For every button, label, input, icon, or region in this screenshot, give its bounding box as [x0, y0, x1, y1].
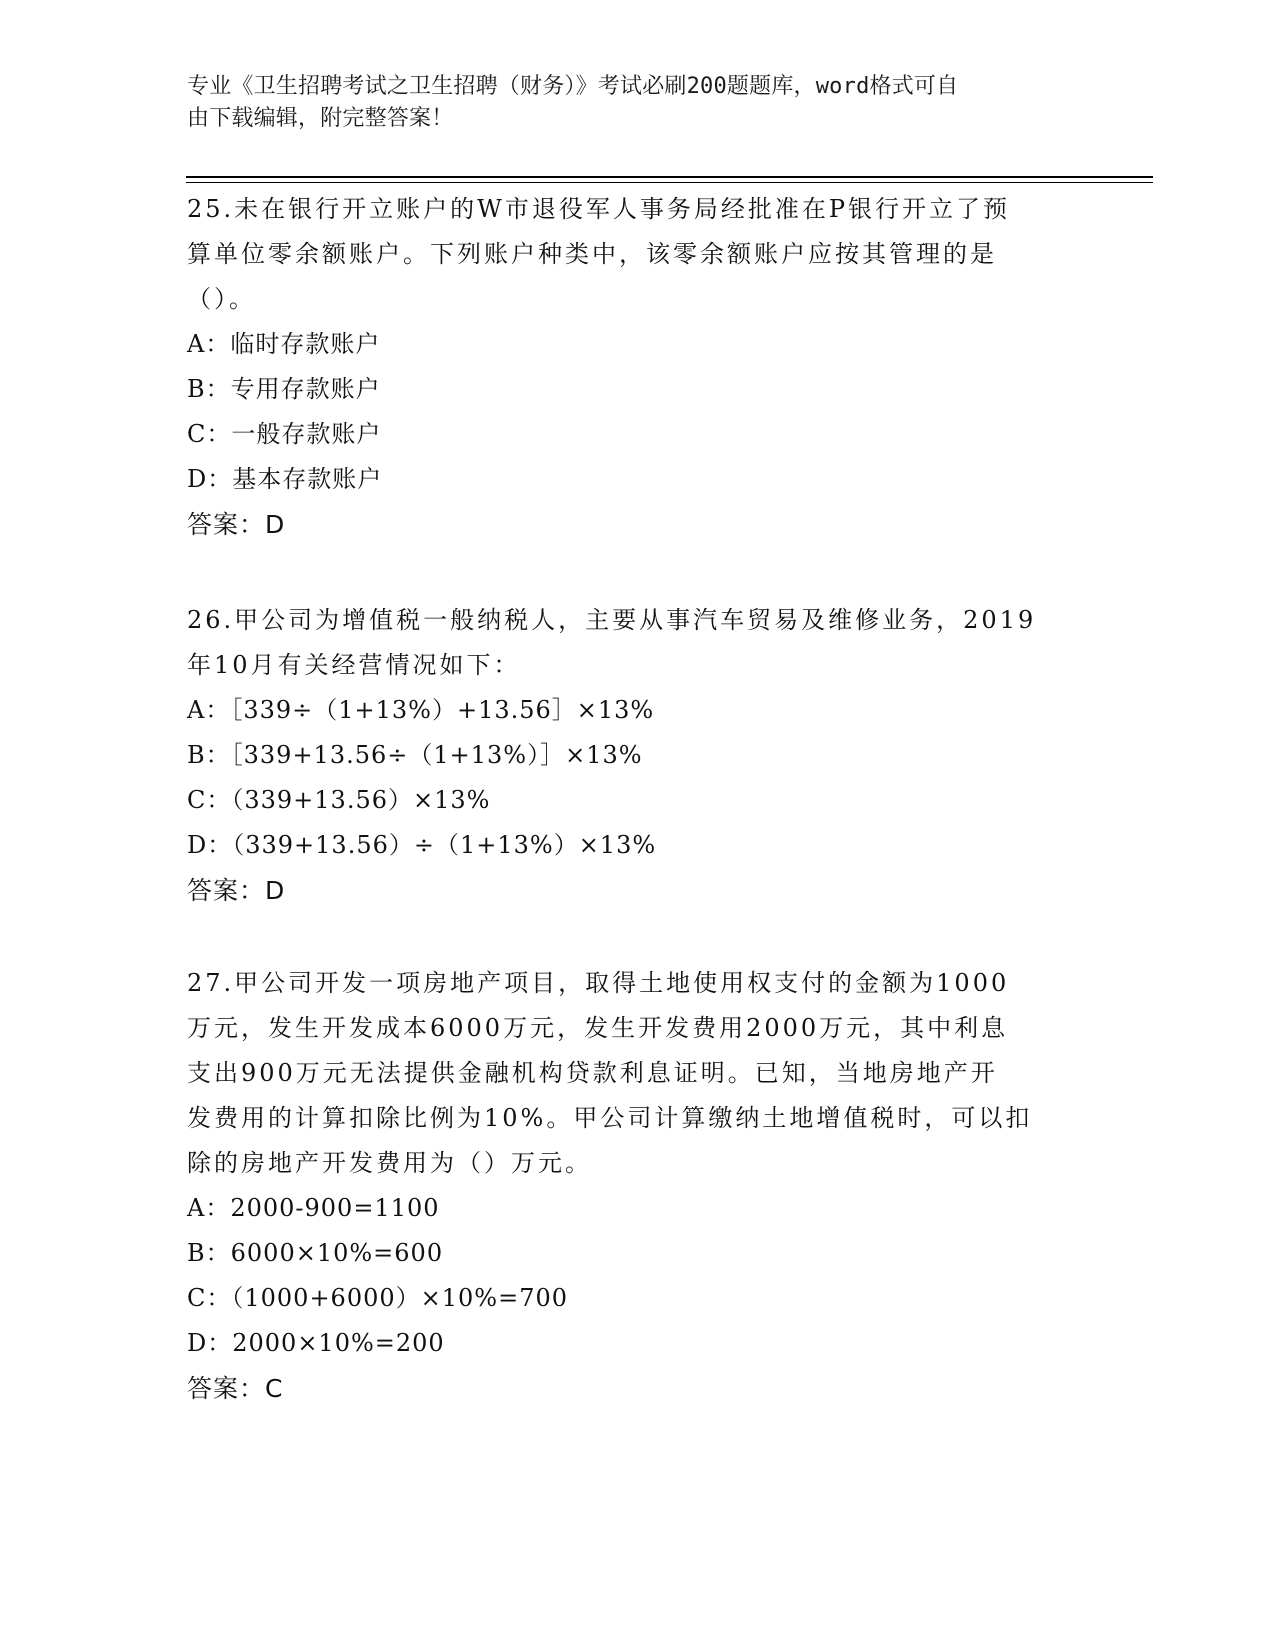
option-c: C：（339+13.56）×13% — [187, 786, 491, 814]
question-text-line: 发费用的计算扣除比例为10%。甲公司计算缴纳土地增值税时，可以扣 — [187, 1104, 1033, 1132]
question-text-line: 27.甲公司开发一项房地产项目，取得土地使用权支付的金额为1000 — [187, 969, 1010, 997]
option-a: A：2000-900=1100 — [187, 1194, 440, 1222]
option-b: B：［339+13.56÷（1+13%）］×13% — [187, 741, 643, 769]
option-c: C：一般存款账户 — [187, 420, 382, 448]
question-text-line: 26.甲公司为增值税一般纳税人，主要从事汽车贸易及维修业务，2019 — [187, 606, 1037, 634]
answer-text: 答案：D — [187, 876, 286, 905]
question-text-line: 万元，发生开发成本6000万元，发生开发费用2000万元，其中利息 — [187, 1014, 1009, 1042]
answer-text: 答案：C — [187, 1374, 284, 1403]
option-c: C：（1000+6000）×10%=700 — [187, 1284, 568, 1312]
option-a: A：临时存款账户 — [187, 330, 381, 358]
option-b: B：6000×10%=600 — [187, 1239, 444, 1267]
option-b: B：专用存款账户 — [187, 375, 381, 403]
question-25 — [187, 187, 1087, 548]
question-27 — [187, 961, 1087, 1412]
question-text-line: 25.未在银行开立账户的W市退役军人事务局经批准在P银行开立了预 — [187, 195, 1010, 223]
option-d: D：（339+13.56）÷（1+13%）×13% — [187, 831, 657, 859]
question-text-line: 支出900万元无法提供金融机构贷款利息证明。已知，当地房地产开 — [187, 1059, 998, 1087]
header-divider-thin — [186, 182, 1153, 183]
question-text-line: 除的房地产开发费用为（）万元。 — [187, 1149, 592, 1177]
header-line-2: 由下载编辑，附完整答案！ — [187, 106, 454, 131]
question-text-line: （）。 — [187, 285, 256, 313]
question-text-line: 算单位零余额账户。下列账户种类中，该零余额账户应按其管理的是 — [187, 240, 997, 268]
option-a: A：［339÷（1+13%）+13.56］×13% — [187, 696, 655, 724]
option-d: D：基本存款账户 — [187, 465, 383, 493]
header-line-1: 专业《卫生招聘考试之卫生招聘（财务）》考试必刷200题题库，word格式可自 — [187, 74, 959, 99]
option-d: D：2000×10%=200 — [187, 1329, 445, 1357]
header-divider-thick — [186, 176, 1153, 178]
question-26 — [187, 598, 1087, 914]
document-header — [187, 71, 1077, 135]
answer-text: 答案：D — [187, 510, 286, 539]
question-text-line: 年10月有关经营情况如下： — [187, 651, 521, 679]
